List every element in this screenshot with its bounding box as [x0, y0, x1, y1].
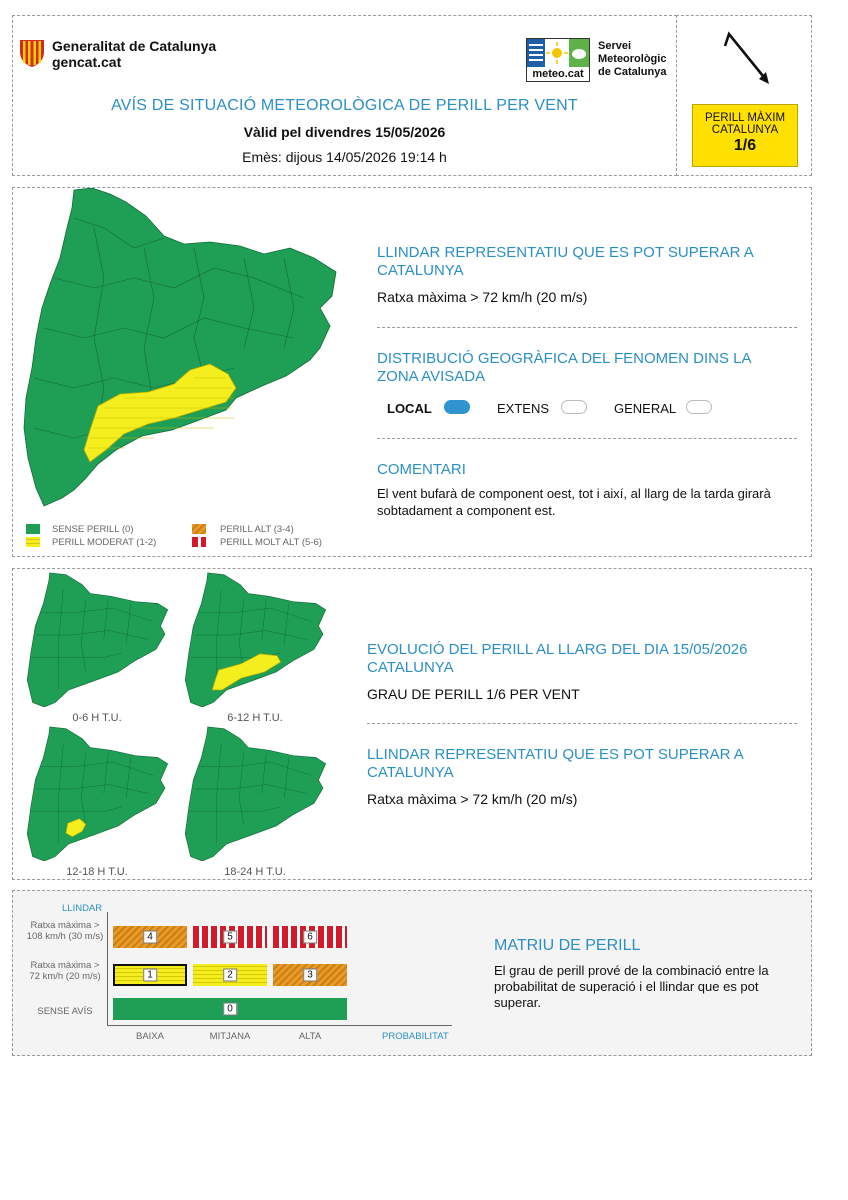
matrix-x-axis [107, 1025, 452, 1026]
smc-name-1: Servei [598, 40, 632, 52]
matrix-text: El grau de perill prové de la combinació entre la probabilitat de superació i el llindar que es pot superar. [494, 963, 769, 1010]
evolution-threshold-value: Ratxa màxima > 72 km/h (20 m/s) [367, 791, 578, 807]
legend-label-no-danger: SENSE PERILL (0) [52, 524, 134, 535]
legend-swatch-high [192, 524, 206, 534]
max-danger-value: 1/6 [733, 137, 757, 154]
matrix-cell-0 [113, 998, 347, 1020]
small-map-12-18 [22, 726, 172, 861]
distribution-option-local: LOCAL [387, 401, 432, 416]
matrix-y-axis [107, 912, 108, 1026]
valid-date: Vàlid pel divendres 15/05/2026 [243, 124, 446, 140]
matrix-cell-4 [113, 926, 187, 948]
matrix-cell-value: 4 [143, 931, 157, 944]
evolution-threshold-title: LLINDAR REPRESENTATIU QUE ES POT SUPERAR A CATALUNYA [367, 746, 743, 781]
gencat-name: Generalitat de Catalunya [52, 38, 217, 54]
distribution-option-general: GENERAL [614, 401, 677, 416]
matrix-col-label-low: BAIXA [136, 1031, 164, 1042]
catalonia-main-map [14, 188, 344, 518]
matrix-cell-1 [113, 964, 187, 986]
matrix-cell-value: 2 [223, 969, 237, 982]
max-danger-label-2: CATALUNYA [711, 124, 779, 136]
matrix-cell-value: 0 [223, 1003, 237, 1016]
separator [367, 723, 797, 724]
smc-site: meteo.cat [532, 68, 584, 80]
legend-swatch-no-danger [26, 524, 40, 534]
matrix-cell-6 [273, 926, 347, 948]
legend-swatch-moderate [26, 537, 40, 547]
distribution-option-extens: EXTENS [497, 401, 550, 416]
issued-date: Emès: dijous 14/05/2026 19:14 h [242, 149, 447, 165]
distribution-pill-extens [561, 400, 587, 414]
threshold-value: Ratxa màxima > 72 km/h (20 m/s) [377, 289, 588, 305]
wind-direction-arrow-icon [715, 28, 775, 88]
matrix-title: MATRIU DE PERILL [494, 937, 641, 954]
distribution-title: DISTRIBUCIÓ GEOGRÀFICA DEL FENOMEN DINS LA ZONA AVISADA [377, 350, 751, 385]
matrix-axis-y: LLINDAR [62, 903, 103, 914]
period-label-0-6: 0-6 H T.U. [72, 712, 122, 724]
gencat-site: gencat.cat [52, 54, 122, 70]
max-danger-label-1: PERILL MÀXIM [704, 112, 786, 124]
matrix-axis-x: PROBABILITAT [382, 1031, 449, 1042]
smc-name-2: Meteorològic [598, 53, 667, 65]
threshold-title: LLINDAR REPRESENTATIU QUE ES POT SUPERAR A CATALUNYA [377, 244, 753, 279]
page-title: AVÍS DE SITUACIÓ METEOROLÒGICA DE PERILL PER VENT [111, 97, 578, 114]
matrix-cell-5 [193, 926, 267, 948]
smc-logo [526, 38, 590, 82]
smc-name-3: de Catalunya [598, 66, 667, 78]
matrix-cell-value: 1 [143, 969, 157, 982]
distribution-pill-general [686, 400, 712, 414]
small-map-18-24 [180, 726, 330, 861]
evolution-value: GRAU DE PERILL 1/6 PER VENT [367, 686, 580, 702]
legend-label-moderate: PERILL MODERAT (1-2) [52, 537, 157, 548]
matrix-cell-3 [273, 964, 347, 986]
period-label-12-18: 12-18 H T.U. [66, 866, 128, 878]
matrix-cell-value: 3 [303, 969, 317, 982]
separator [377, 327, 797, 328]
period-label-18-24: 18-24 H T.U. [224, 866, 286, 878]
distribution-pill-local [444, 400, 470, 414]
evolution-title: EVOLUCIÓ DEL PERILL AL LLARG DEL DIA 15/05/2026 CATALUNYA [367, 641, 748, 676]
matrix-cell-value: 5 [223, 931, 237, 944]
legend-swatch-very-high [192, 537, 206, 547]
matrix-col-label-high: ALTA [298, 1031, 322, 1042]
matrix-cell-value: 6 [303, 931, 317, 944]
matrix-row-label-none: SENSE AVÍS [37, 1006, 93, 1017]
small-map-6-12 [180, 572, 330, 707]
comment-title: COMENTARI [377, 461, 466, 478]
matrix-row-label-108: Ratxa màxima > 108 km/h (30 m/s) [26, 920, 104, 942]
small-map-0-6 [22, 572, 172, 707]
legend-label-very-high: PERILL MOLT ALT (5-6) [220, 537, 322, 548]
period-label-6-12: 6-12 H T.U. [227, 712, 283, 724]
gencat-logo [18, 38, 46, 68]
max-danger-box [692, 104, 798, 167]
weather-symbols-icon [527, 39, 589, 67]
matrix-cell-2 [193, 964, 267, 986]
legend-label-high: PERILL ALT (3-4) [220, 524, 294, 535]
matrix-col-label-medium: MITJANA [209, 1031, 251, 1042]
gencat-emblem-icon [18, 38, 46, 68]
comment-text: El vent bufarà de component oest, tot i així, al llarg de la tarda girarà sobtadament a component est. [377, 486, 771, 518]
separator [377, 438, 797, 439]
matrix-row-label-72: Ratxa màxima > 72 km/h (20 m/s) [29, 960, 101, 982]
